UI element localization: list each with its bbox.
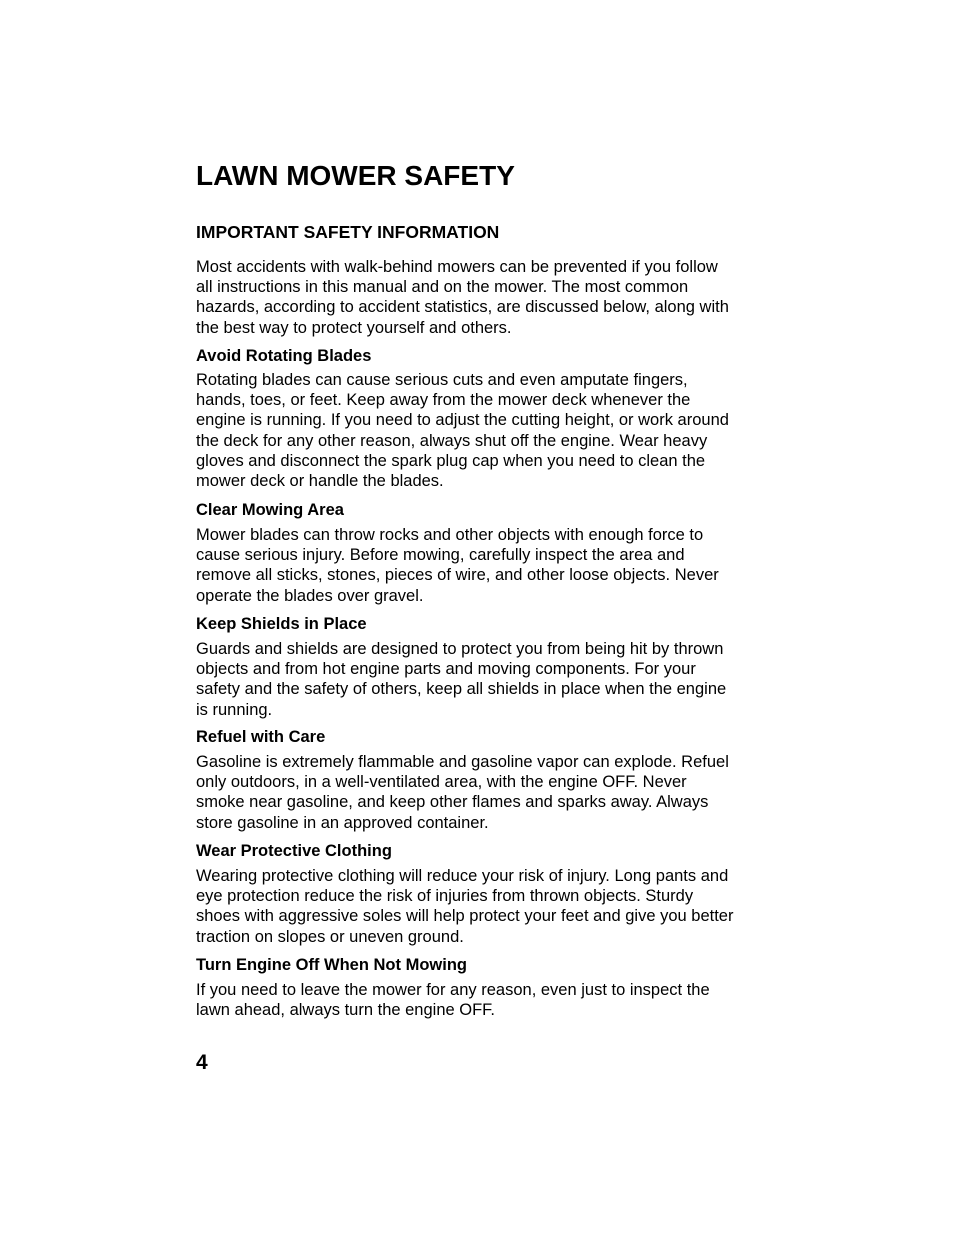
intro-paragraph: Most accidents with walk-behind mowers can be prevented if you follow all instructions in this manual and on the mower. The most common hazards, according to accident statistics, are discussed below, along with the best way to protect yourself and others. (196, 258, 729, 337)
topic-heading-keep-shields-in-place: Keep Shields in Place (196, 615, 367, 633)
topic-body-keep-shields-in-place: Guards and shields are designed to protect you from being hit by thrown objects and from hot engine parts and moving components. For your safety and the safety of others, keep all shields in place when the engine is running. (196, 640, 727, 719)
topic-body-clear-mowing-area: Mower blades can throw rocks and other objects with enough force to cause serious injury. Before mowing, carefully inspect the area and remove all sticks, stones, pieces of wire, and other loose objects. Never operate the blades over gravel. (196, 526, 719, 605)
topic-body-refuel-with-care: Gasoline is extremely flammable and gasoline vapor can explode. Refuel only outdoors, in a well-ventilated area, with the engine OFF. Never smoke near gasoline, and keep other flames and sparks away. Always store gasoline in an approved container. (196, 753, 729, 832)
page-number: 4 (196, 1051, 208, 1074)
topic-heading-avoid-rotating-blades: Avoid Rotating Blades (196, 347, 372, 365)
topic-heading-turn-engine-off: Turn Engine Off When Not Mowing (196, 956, 467, 974)
topic-heading-refuel-with-care: Refuel with Care (196, 728, 326, 746)
topic-body-avoid-rotating-blades: Rotating blades can cause serious cuts and even amputate fingers, hands, toes, or feet. Keep away from the mower deck whenever the engine is running. If you need to adjust the cutting height, or work around the deck for any other reason, always shut off the engine. Wear heavy gloves and disconnect the spark plug cap when you need to clean the mower deck or handle the blades. (196, 371, 729, 491)
section-heading: IMPORTANT SAFETY INFORMATION (196, 222, 500, 242)
topic-body-turn-engine-off: If you need to leave the mower for any reason, even just to inspect the lawn ahead, always turn the engine OFF. (196, 981, 710, 1020)
page-title: LAWN MOWER SAFETY (196, 160, 515, 191)
topic-heading-clear-mowing-area: Clear Mowing Area (196, 501, 344, 519)
topic-heading-wear-protective-clothing: Wear Protective Clothing (196, 842, 392, 860)
topic-body-wear-protective-clothing: Wearing protective clothing will reduce your risk of injury. Long pants and eye protection reduce the risk of injuries from thrown objects. Sturdy shoes with aggressive soles will help protect your feet and give you better traction on slopes or uneven ground. (196, 867, 734, 946)
